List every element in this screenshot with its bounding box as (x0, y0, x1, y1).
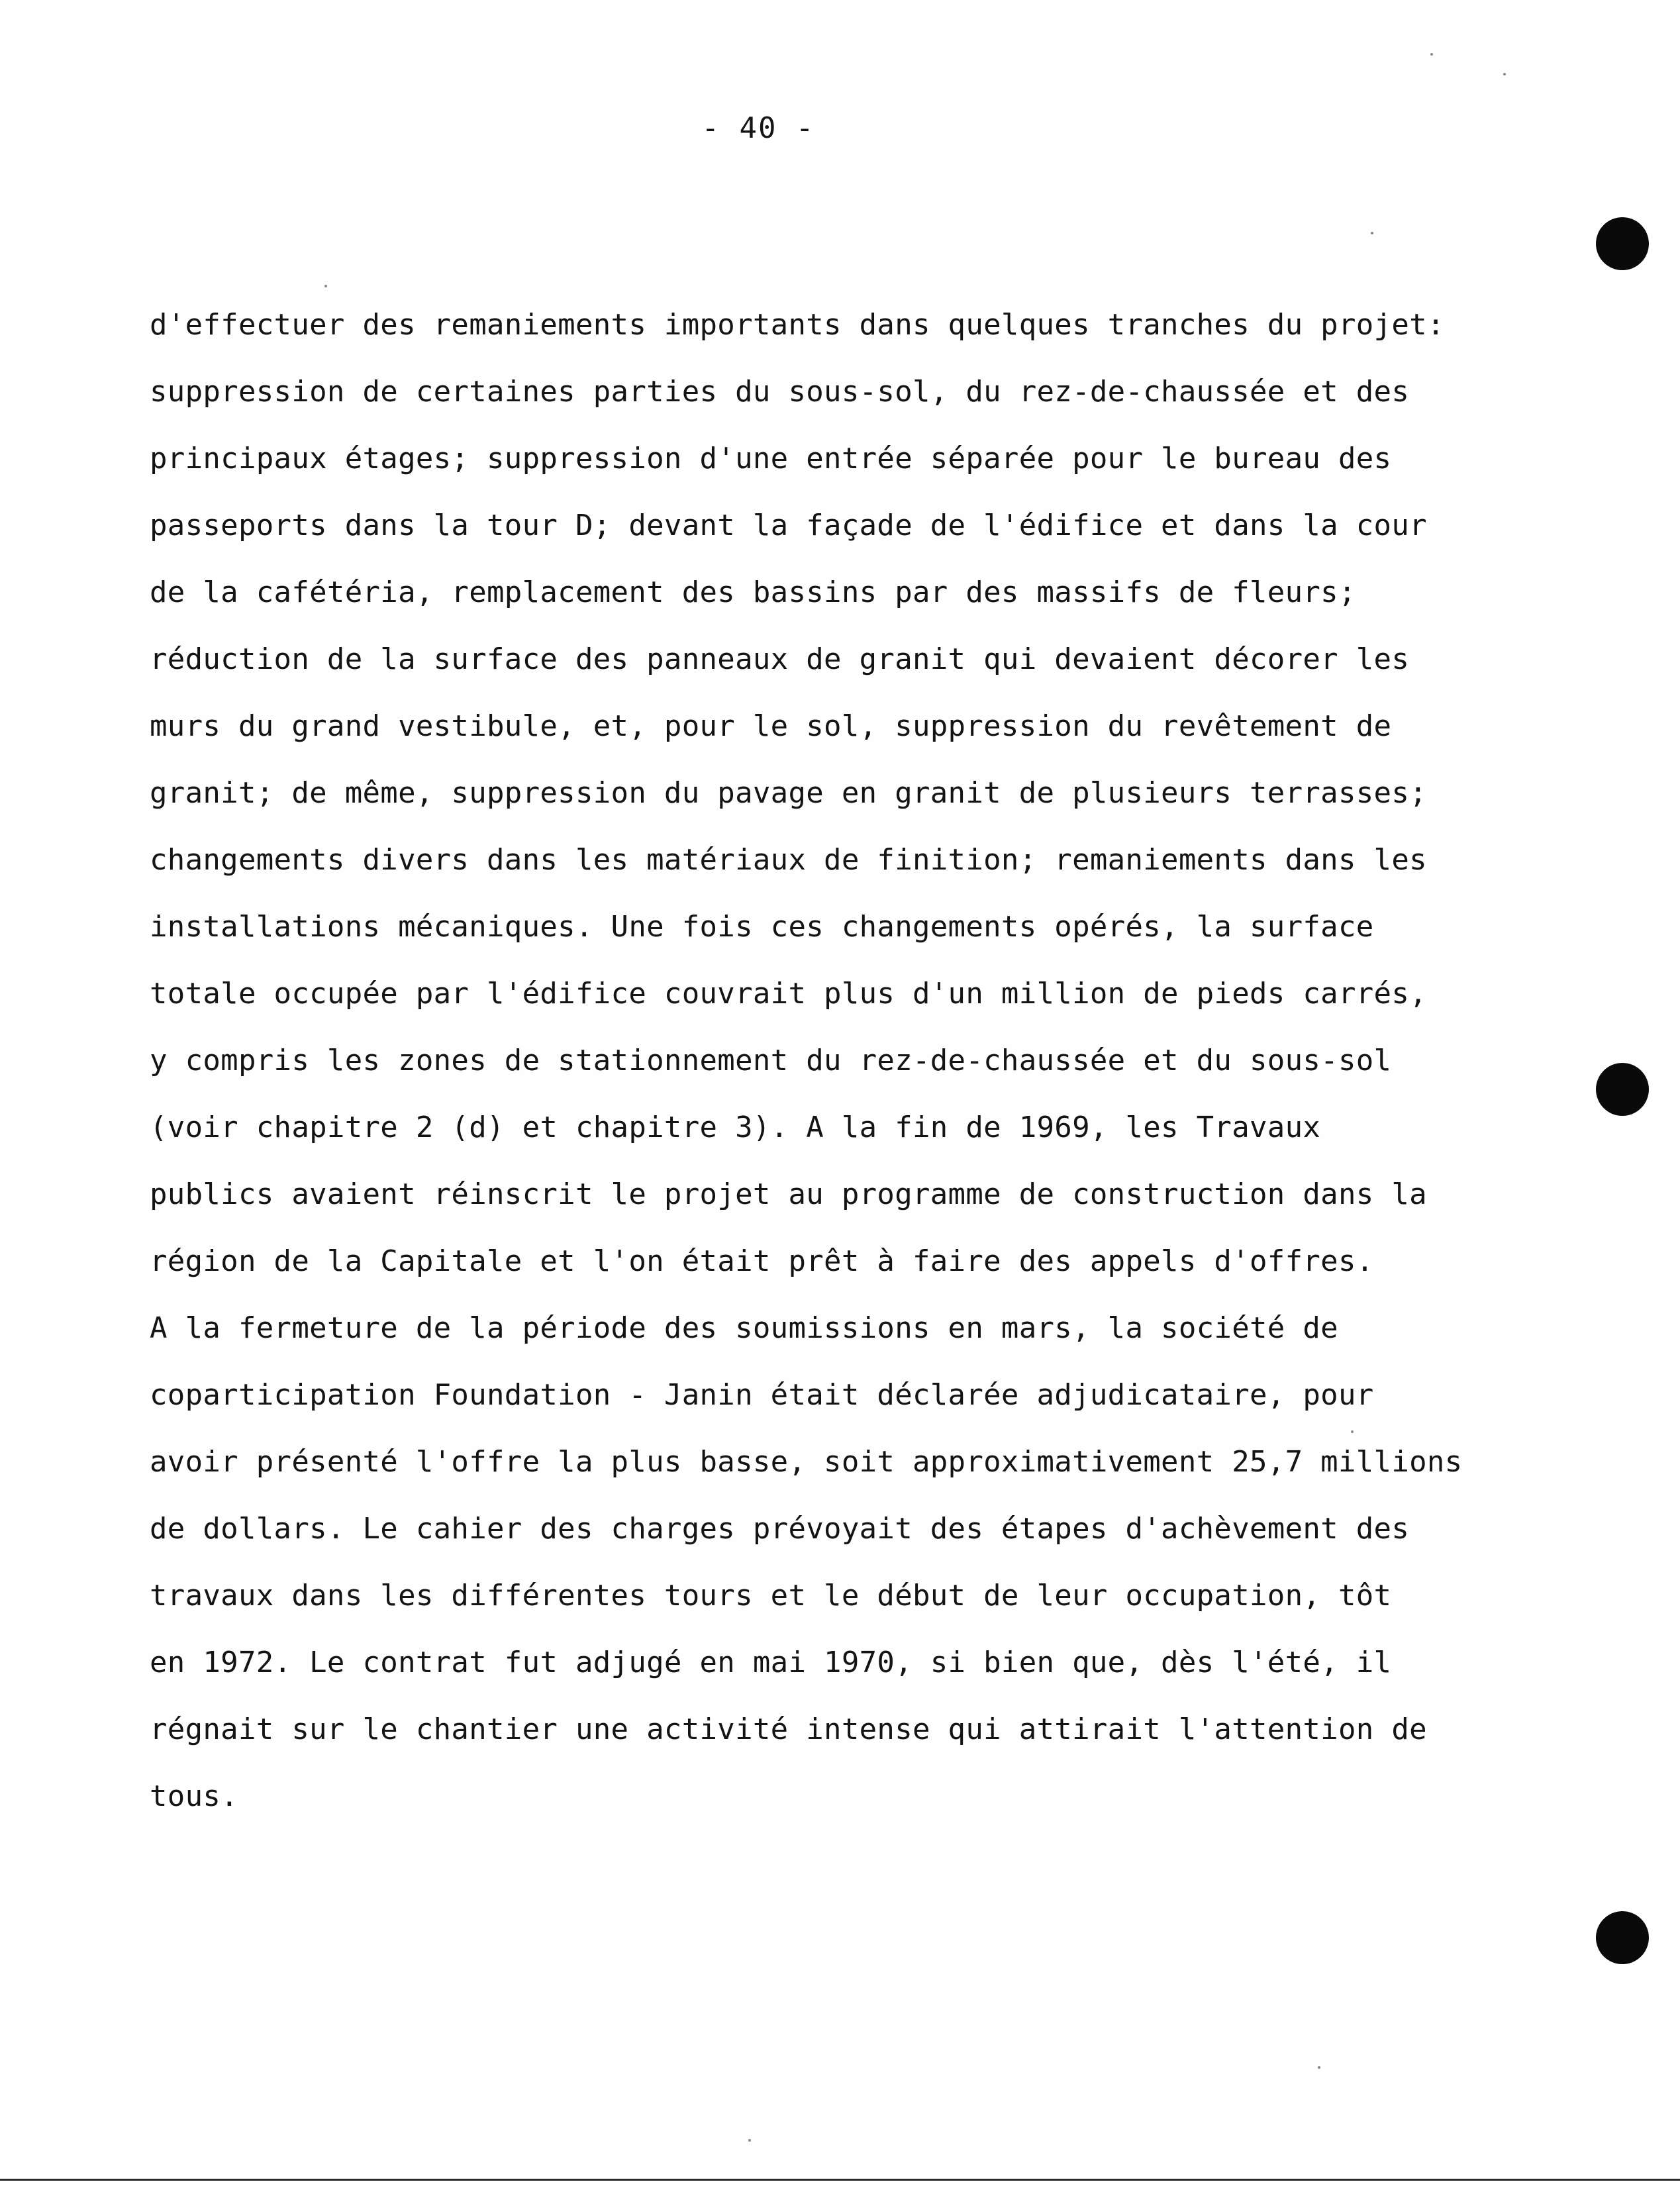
scan-speck (1318, 2066, 1320, 2069)
text-line: y compris les zones de stationnement du rez-de-chaussée et du sous-sol (150, 1044, 1392, 1077)
punch-hole-top (1596, 217, 1649, 270)
text-line: suppression de certaines parties du sous-sol, du rez-de-chaussée et des (150, 375, 1410, 409)
text-line: publics avaient réinscrit le projet au programme de construction dans la (150, 1177, 1427, 1211)
text-line: A la fermeture de la période des soumissions en mars, la société de (150, 1311, 1338, 1345)
text-line: d'effectuer des remaniements importants dans quelques tranches du projet: (150, 308, 1445, 342)
page-number: - 40 - (701, 111, 815, 145)
scan-speck (1503, 73, 1506, 75)
scan-speck (1430, 53, 1433, 56)
text-line: principaux étages; suppression d'une entrée séparée pour le bureau des (150, 442, 1392, 475)
text-line: de dollars. Le cahier des charges prévoyait des étapes d'achèvement des (150, 1512, 1410, 1546)
punch-hole-bottom (1596, 1911, 1649, 1964)
text-line: installations mécaniques. Une fois ces changements opérés, la surface (150, 910, 1374, 944)
text-line: granit; de même, suppression du pavage en granit de plusieurs terrasses; (150, 776, 1427, 810)
text-line: en 1972. Le contrat fut adjugé en mai 1970, si bien que, dès l'été, il (150, 1646, 1392, 1679)
text-line: réduction de la surface des panneaux de granit qui devaient décorer les (150, 642, 1410, 676)
text-line: coparticipation Foundation - Janin était déclarée adjudicataire, pour (150, 1378, 1374, 1412)
scan-speck (1371, 232, 1373, 234)
text-line: (voir chapitre 2 (d) et chapitre 3). A la fin de 1969, les Travaux (150, 1111, 1321, 1144)
page-bottom-edge (0, 2179, 1680, 2181)
body-text (150, 291, 1487, 1830)
text-line: travaux dans les différentes tours et le début de leur occupation, tôt (150, 1579, 1392, 1613)
text-line: régnait sur le chantier une activité intense qui attirait l'attention de (150, 1713, 1427, 1746)
scan-speck (748, 2139, 751, 2142)
text-line: changements divers dans les matériaux de finition; remaniements dans les (150, 843, 1427, 877)
punch-hole-middle (1596, 1063, 1649, 1116)
text-line: totale occupée par l'édifice couvrait plus d'un million de pieds carrés, (150, 977, 1427, 1011)
text-line: région de la Capitale et l'on était prêt à faire des appels d'offres. (150, 1244, 1374, 1278)
text-line: de la cafétéria, remplacement des bassins par des massifs de fleurs; (150, 575, 1356, 609)
text-line: avoir présenté l'offre la plus basse, soit approximativement 25,7 millions (150, 1445, 1463, 1479)
text-line: passeports dans la tour D; devant la façade de l'édifice et dans la cour (150, 509, 1427, 542)
scan-speck (324, 285, 327, 287)
text-line: murs du grand vestibule, et, pour le sol, suppression du revêtement de (150, 709, 1392, 743)
scan-speck (1351, 1430, 1354, 1433)
text-line: tous. (150, 1779, 238, 1813)
